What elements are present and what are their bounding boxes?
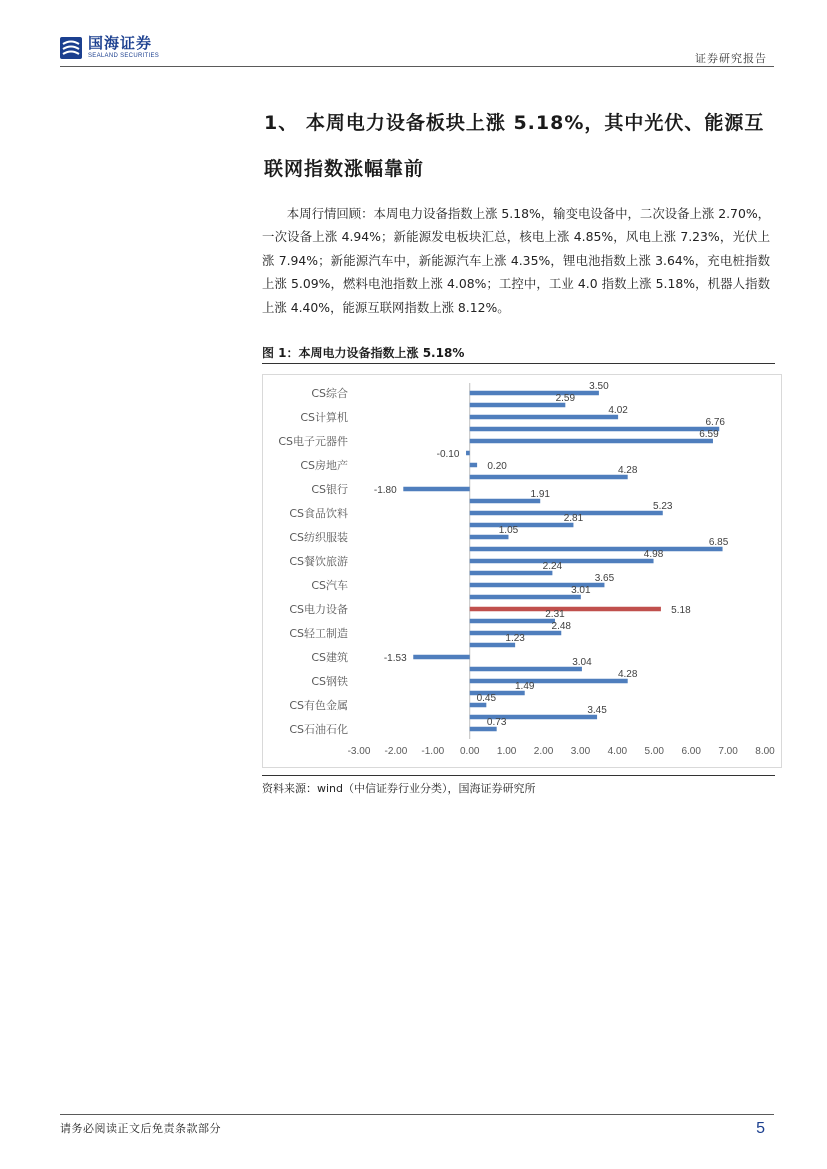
data-label-2: 4.02 <box>608 405 628 416</box>
page-number: 5 <box>756 1120 765 1137</box>
data-label-10: 5.23 <box>653 501 673 512</box>
category-label-6: CS纺织服装 <box>289 531 348 544</box>
data-label-13: 6.85 <box>708 537 729 548</box>
bar-13 <box>470 547 723 552</box>
bar-11 <box>470 523 574 528</box>
data-label-1: 2.59 <box>555 393 576 404</box>
category-label-8: CS汽车 <box>311 579 348 592</box>
category-label-11: CS建筑 <box>311 651 348 664</box>
data-label-22: -1.53 <box>383 653 407 664</box>
data-label-7: 4.28 <box>617 465 638 476</box>
industry-weekly-change-bar-chart <box>262 374 782 768</box>
bar-0 <box>470 391 599 396</box>
data-label-0: 3.50 <box>589 381 609 392</box>
data-label-6: 0.20 <box>487 461 507 472</box>
category-label-5: CS食品饮料 <box>289 507 348 520</box>
bar-6 <box>470 463 477 468</box>
data-label-12: 1.05 <box>498 525 519 536</box>
figure-source: 资料来源：wind（中信证券行业分类），国海证券研究所 <box>262 782 536 795</box>
data-label-5: -0.10 <box>436 449 460 460</box>
figure-bottom-rule <box>262 775 775 776</box>
x-tick-label-0: -3.00 <box>347 746 371 757</box>
footer-divider <box>60 1114 774 1115</box>
market-review-paragraph: 本周行情回顾：本周电力设备指数上涨 5.18%，输变电设备中，二次设备上涨 2.70%，一次设备上涨 4.94%；新能源发电板块汇总，核电上涨 4.85%，风电上涨 7.23%，光伏上涨 7.94%；新能源汽车中，新能源汽车上涨 4.35%，锂电池指数上涨 3.64%，充电桩指数上涨 5.09%，燃料电池指数上涨 4.08%；工控中，工业 4.0 指数上涨 5.18%，机器人指数上涨 4.40%，能源互联网指数上涨 8.12%。 <box>262 206 770 315</box>
bar-22 <box>413 655 469 660</box>
data-label-14: 4.98 <box>643 549 664 560</box>
data-label-8: -1.80 <box>373 485 397 496</box>
header-divider <box>60 66 774 67</box>
category-label-14: CS石油石化 <box>289 723 348 736</box>
figure-top-rule <box>262 363 775 364</box>
data-label-17: 3.01 <box>571 585 591 596</box>
data-label-15: 2.24 <box>542 561 563 572</box>
x-tick-label-2: -1.00 <box>421 746 445 757</box>
bar-1 <box>470 403 566 408</box>
category-label-10: CS轻工制造 <box>289 627 348 640</box>
x-tick-label-6: 3.00 <box>570 746 591 757</box>
data-label-24: 4.28 <box>617 669 638 680</box>
x-tick-label-4: 1.00 <box>496 746 517 757</box>
data-label-3: 6.76 <box>705 417 725 428</box>
bar-2 <box>470 415 618 420</box>
data-label-27: 3.45 <box>587 705 607 716</box>
x-tick-label-9: 6.00 <box>681 746 701 757</box>
category-label-13: CS有色金属 <box>289 699 348 712</box>
category-label-1: CS计算机 <box>300 411 348 424</box>
category-label-2: CS电子元器件 <box>278 435 348 448</box>
data-label-19: 2.31 <box>545 609 565 620</box>
bar-4 <box>470 439 713 444</box>
x-tick-label-1: -2.00 <box>384 746 408 757</box>
data-label-20: 2.48 <box>551 621 571 632</box>
data-label-23: 3.04 <box>572 657 592 668</box>
category-label-3: CS房地产 <box>300 459 348 472</box>
data-label-4: 6.59 <box>699 429 719 440</box>
category-label-0: CS综合 <box>311 387 348 400</box>
bar-19 <box>470 619 555 624</box>
company-logo <box>60 36 159 59</box>
data-label-16: 3.65 <box>594 573 615 584</box>
data-label-21: 1.23 <box>505 633 525 644</box>
bar-8 <box>403 487 469 492</box>
data-label-25: 1.49 <box>514 681 535 692</box>
x-tick-label-3: 0.00 <box>459 746 480 757</box>
data-label-9: 1.91 <box>530 489 550 500</box>
sealand-logo-icon <box>60 37 82 59</box>
section-title: 1、 本周电力设备板块上涨 5.18%，其中光伏、能源互联网指数涨幅靠前 <box>264 112 765 180</box>
x-tick-label-5: 2.00 <box>533 746 554 757</box>
data-label-28: 0.73 <box>486 717 507 728</box>
x-tick-label-11: 8.00 <box>755 746 775 757</box>
data-label-26: 0.45 <box>476 693 497 704</box>
category-label-4: CS银行 <box>311 483 348 496</box>
bar-3 <box>470 427 720 432</box>
logo-english-name: SEALAND SECURITIES <box>88 53 160 59</box>
disclaimer-note: 请务必阅读正文后免责条款部分 <box>60 1122 221 1135</box>
category-label-9: CS电力设备 <box>289 603 348 616</box>
bar-15 <box>470 571 553 576</box>
bar-24 <box>470 679 628 684</box>
report-type: 证券研究报告 <box>695 52 767 65</box>
data-label-11: 2.81 <box>563 513 584 524</box>
bar-23 <box>470 667 582 672</box>
x-tick-label-10: 7.00 <box>718 746 738 757</box>
category-label-7: CS餐饮旅游 <box>289 555 348 568</box>
data-label-18: 5.18 <box>671 605 691 616</box>
x-tick-label-8: 5.00 <box>644 746 665 757</box>
bar-17 <box>470 595 581 600</box>
figure-caption: 图 1：本周电力设备指数上涨 5.18% <box>262 346 465 360</box>
logo-chinese-name: 国海证券 <box>88 34 153 52</box>
x-tick-label-7: 4.00 <box>607 746 628 757</box>
category-label-12: CS钢铁 <box>311 675 348 688</box>
bar-18 <box>470 607 661 612</box>
bar-7 <box>470 475 628 480</box>
bar-5 <box>466 451 470 456</box>
